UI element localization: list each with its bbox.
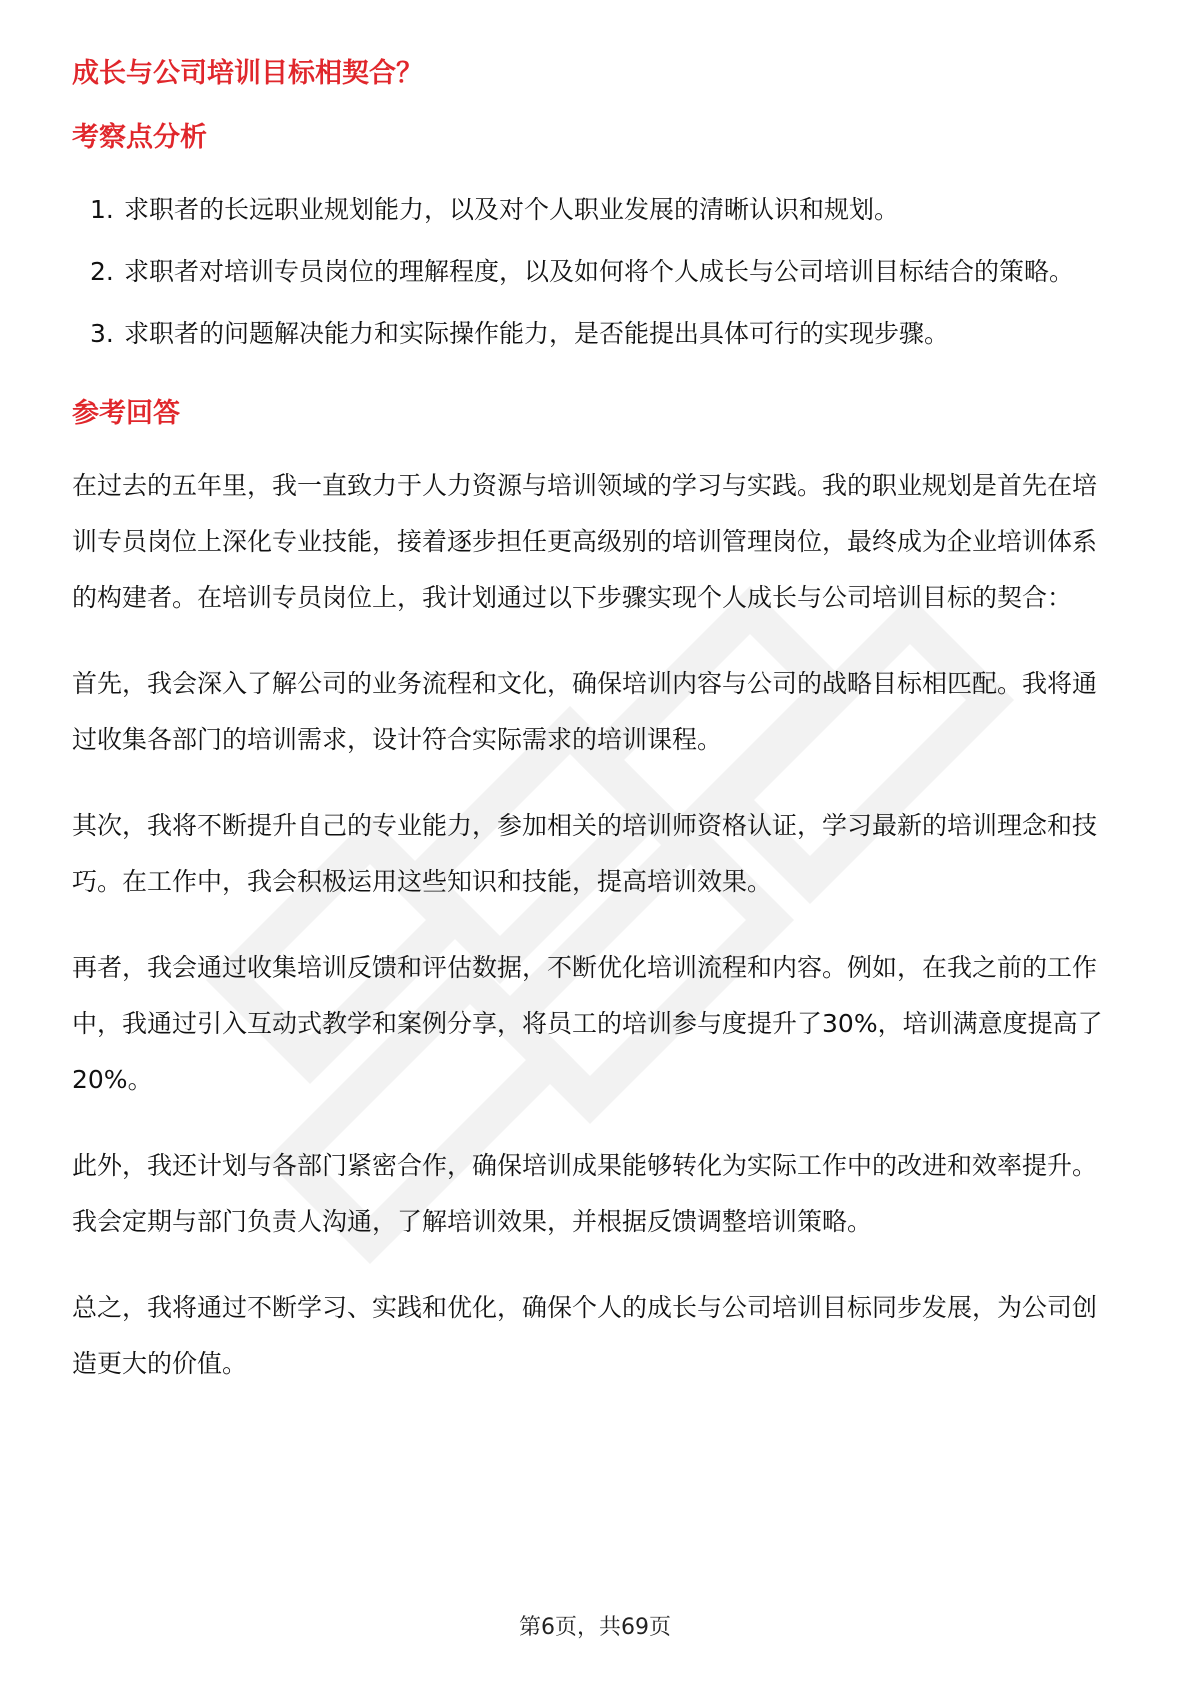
- answer-paragraph: 总之，我将通过不断学习、实践和优化，确保个人的成长与公司培训目标同步发展，为公司创造更大的价值。: [72, 1293, 1098, 1378]
- point-text: 求职者的问题解决能力和实际操作能力，是否能提出具体可行的实现步骤。: [124, 319, 950, 348]
- point-text: 求职者的长远职业规划能力，以及对个人职业发展的清晰认识和规划。: [124, 195, 900, 224]
- point-number: 3.: [90, 319, 114, 348]
- analysis-points-list: [72, 182, 1118, 362]
- analysis-heading: 考察点分析: [72, 122, 207, 153]
- document-content: [72, 46, 1118, 1392]
- answer-paragraph: 在过去的五年里，我一直致力于人力资源与培训领域的学习与实践。我的职业规划是首先在培训专员岗位上深化专业技能，接着逐步担任更高级别的培训管理岗位，最终成为企业培训体系的构建者。在培训专员岗位上，我计划通过以下步骤实现个人成长与公司培训目标的契合：: [72, 471, 1098, 612]
- analysis-point: [72, 306, 1118, 362]
- answer-paragraph: 再者，我会通过收集培训反馈和评估数据，不断优化培训流程和内容。例如，在我之前的工作中，我通过引入互动式教学和案例分享，将员工的培训参与度提升了30%，培训满意度提高了20%。: [72, 953, 1103, 1094]
- answer-paragraph: 此外，我还计划与各部门紧密合作，确保培训成果能够转化为实际工作中的改进和效率提升。我会定期与部门负责人沟通，了解培训效果，并根据反馈调整培训策略。: [72, 1151, 1098, 1236]
- question-title: 成长与公司培训目标相契合？: [72, 58, 423, 89]
- analysis-point: [72, 182, 1118, 238]
- answer-paragraph: 其次，我将不断提升自己的专业能力，参加相关的培训师资格认证，学习最新的培训理念和技巧。在工作中，我会积极运用这些知识和技能，提高培训效果。: [72, 811, 1098, 896]
- point-number: 2.: [90, 257, 114, 286]
- point-number: 1.: [90, 195, 114, 224]
- analysis-point: [72, 244, 1118, 300]
- answer-paragraph: 首先，我会深入了解公司的业务流程和文化，确保培训内容与公司的战略目标相匹配。我将通过收集各部门的培训需求，设计符合实际需求的培训课程。: [72, 669, 1098, 754]
- point-text: 求职者对培训专员岗位的理解程度，以及如何将个人成长与公司培训目标结合的策略。: [124, 257, 1075, 286]
- answer-heading: 参考回答: [72, 398, 180, 429]
- page-number-footer: 第6页，共69页: [519, 1615, 671, 1640]
